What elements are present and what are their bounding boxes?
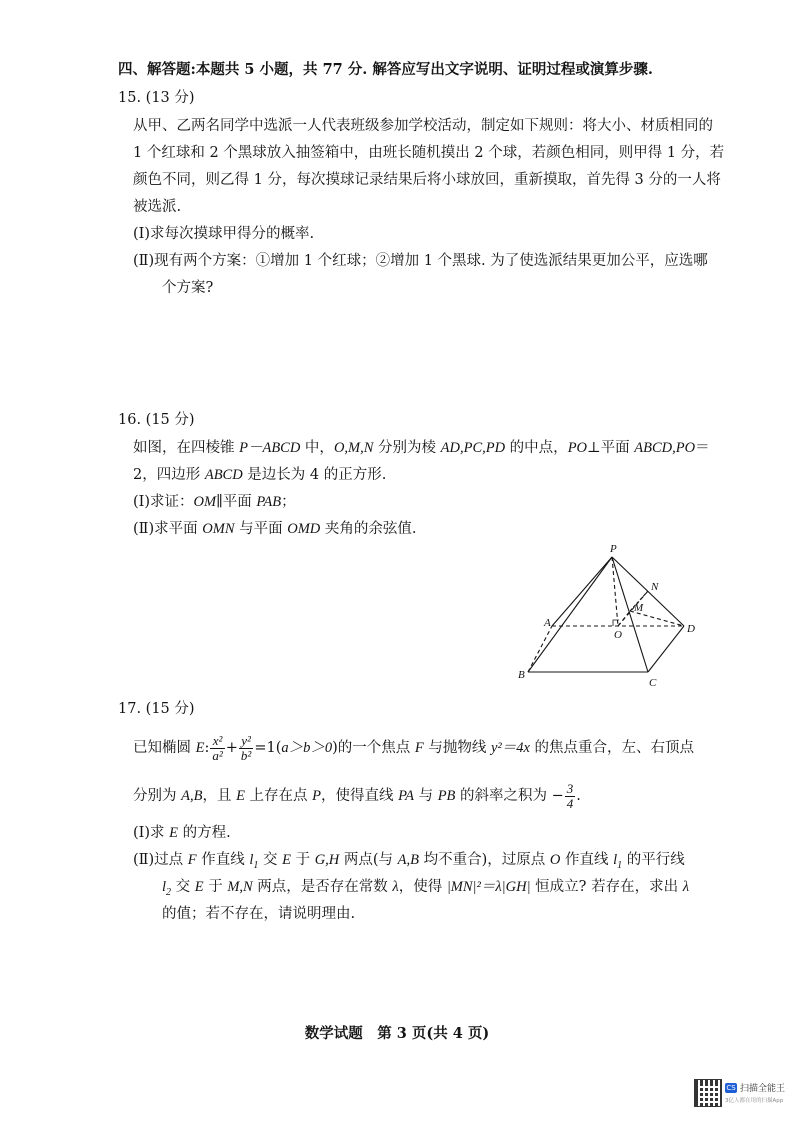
q17-line-2 — [133, 778, 581, 814]
q16-text: ＝ — [695, 440, 710, 456]
q17-ellipse: E — [169, 825, 179, 841]
q17-text: ，且 — [202, 788, 237, 804]
q17-text: 均不重合)，过原点 — [418, 852, 550, 868]
q17-text: 与抛物线 — [423, 740, 491, 756]
q17-text: 分别为 — [133, 788, 182, 804]
q17-lambda: λ — [392, 879, 399, 895]
q17-point-p: P — [312, 788, 321, 804]
q17-text: 与 — [413, 788, 438, 804]
q16-text: 夹角的余弦值. — [320, 521, 417, 537]
q16-text: (Ⅱ)求平面 — [133, 521, 203, 537]
q17-focus: F — [187, 852, 197, 868]
label-m: M — [634, 602, 644, 614]
label-n: N — [651, 581, 659, 593]
q17-number: 17. (15 分) — [118, 701, 195, 717]
q17-part-2-line-1 — [133, 850, 685, 876]
q17-text: 已知椭圆 — [133, 740, 196, 756]
q16-plane: ABCD,PO — [634, 440, 696, 456]
q16-text: 的中点， — [505, 440, 568, 456]
q15-line-4: 被选派. — [133, 199, 182, 215]
fraction-y2-b2 — [239, 734, 253, 763]
q15-line-2: 1 个红球和 2 个黑球放入抽签箱中，由班长随机摸出 2 个球，若颜色相同，则甲得 1 分，若 — [133, 145, 725, 161]
q15-part-2-line-2: 个方案? — [162, 280, 214, 296]
q17-text: =1( — [254, 740, 282, 756]
q17-text: 的方程. — [178, 825, 231, 841]
q15-line-3: 颜色不同，则乙得 1 分，每次摸球记录结果后将小球放回，重新摸取，首先得 3 分的一人将 — [133, 172, 721, 188]
q17-text: 的平行线 — [622, 852, 685, 868]
q16-number: 16. (15 分) — [118, 412, 195, 428]
q16-text: 与平面 — [234, 521, 288, 537]
q17-points-gh: G,H — [314, 852, 340, 868]
fraction-numerator: x² — [210, 734, 224, 749]
q17-line-1 — [133, 730, 694, 766]
q16-text: ⊥平面 — [587, 440, 635, 456]
fraction-denominator: a² — [212, 747, 223, 763]
q17-text: 作直线 — [560, 852, 614, 868]
q17-text: )的一个焦点 — [332, 740, 415, 756]
edge-pb — [528, 557, 612, 672]
q17-text: : — [204, 740, 210, 756]
q17-line-subscript: 1 — [253, 859, 259, 871]
q16-text: 分别为棱 — [373, 440, 441, 456]
edge-ab-hidden — [528, 626, 552, 672]
q17-ellipse-name: E — [195, 740, 205, 756]
q17-vertices: A,B — [181, 788, 203, 804]
q17-focus: F — [414, 740, 424, 756]
q17-text: 作直线 — [196, 852, 250, 868]
q17-lambda: λ — [682, 879, 689, 895]
q17-text: + — [225, 740, 238, 756]
q17-line-l1 — [613, 852, 623, 871]
q17-line-letter: l — [162, 879, 167, 895]
q16-points: O,M,N — [333, 440, 374, 456]
q16-plane-omn: OMN — [202, 521, 235, 537]
q16-text: ； — [281, 494, 296, 510]
q17-origin: O — [549, 852, 561, 868]
q17-parabola: y²＝4x — [490, 740, 530, 756]
q17-part-1 — [133, 823, 231, 843]
q17-condition: a＞b＞0 — [281, 740, 333, 756]
q17-text: 恒成立? 若存在，求出 — [530, 879, 683, 895]
q16-text: 是边长为 4 的正方形. — [242, 467, 387, 483]
q17-text: 交 — [258, 852, 283, 868]
q16-segment-om: OM — [193, 494, 217, 510]
fraction-numerator: 3 — [566, 780, 574, 796]
q15-number: 15. (13 分) — [118, 90, 195, 106]
q16-text: 如图，在四棱锥 — [133, 440, 240, 456]
q17-line-subscript: 1 — [617, 859, 623, 871]
q16-text: ∥平面 — [216, 494, 257, 510]
q16-pyramid-name: P－ABCD — [239, 440, 301, 456]
q16-part-1 — [133, 492, 296, 512]
edge-cd — [648, 626, 684, 672]
label-c: C — [649, 677, 657, 689]
page-footer: 数学试题 第 3 页(共 4 页) — [304, 1025, 490, 1042]
q16-text: 中， — [300, 440, 334, 456]
q17-ellipse: E — [282, 852, 291, 868]
q17-text: 两点，是否存在常数 — [252, 879, 393, 895]
q16-text: 2，四边形 — [133, 467, 205, 483]
fraction-numerator: y² — [239, 734, 253, 749]
q16-segment: PO — [567, 440, 588, 456]
q17-text: ，使得直线 — [321, 788, 399, 804]
q17-text: . — [576, 788, 581, 804]
segment-on — [618, 591, 648, 626]
q17-line-pb: PB — [437, 788, 456, 804]
qr-code-icon — [694, 1079, 722, 1107]
q17-line-letter: l — [249, 852, 254, 868]
scanner-app-name: 扫描全能王 — [740, 1084, 786, 1094]
q16-part-2 — [133, 519, 416, 539]
q15-line-1: 从甲、乙两名同学中选派一人代表班级参加学校活动，制定如下规则：将大小、材质相同的 — [133, 118, 713, 134]
q17-equation: |MN|²＝λ|GH| — [446, 879, 531, 895]
q17-text: (Ⅰ)求 — [133, 825, 170, 841]
q17-text: 的焦点重合，左、右顶点 — [529, 740, 695, 756]
q17-text: 于 — [203, 879, 228, 895]
edge-pa — [552, 557, 612, 626]
q16-line-2 — [133, 465, 386, 485]
label-p: P — [610, 543, 617, 555]
q15-part-1: (Ⅰ)求每次摸球甲得分的概率. — [133, 226, 315, 242]
fraction-denominator: b² — [240, 747, 252, 763]
q17-text: 交 — [171, 879, 195, 895]
q17-vertices: A,B — [397, 852, 419, 868]
fraction-denominator: 4 — [566, 795, 574, 811]
q16-line-1 — [133, 438, 710, 458]
q17-text: 于 — [290, 852, 315, 868]
q16-plane-omd: OMD — [287, 521, 321, 537]
label-d: D — [687, 623, 695, 635]
q17-points-mn: M,N — [227, 879, 253, 895]
fraction-x2-a2 — [210, 734, 224, 763]
q17-text: 的斜率之积为 − — [455, 788, 564, 804]
pyramid-figure — [510, 540, 710, 690]
scanner-watermark — [694, 1079, 784, 1109]
q17-text: ，使得 — [398, 879, 447, 895]
scanner-tagline: 3亿人都在用的扫描App — [725, 1098, 784, 1104]
q17-ellipse: E — [236, 788, 245, 804]
section-header: 四、解答题:本题共 5 小题，共 77 分. 解答应写出文字说明、证明过程或演算步骤. — [118, 61, 653, 78]
q17-line-l2 — [162, 879, 172, 898]
q17-part-2-line-2 — [162, 877, 689, 903]
q16-text: (Ⅰ)求证： — [133, 494, 194, 510]
q17-part-2-line-3: 的值；若不存在，请说明理由. — [162, 906, 356, 922]
q17-ellipse: E — [194, 879, 204, 895]
q16-plane-pab: PAB — [256, 494, 282, 510]
label-b: B — [518, 669, 525, 681]
fraction-3-4 — [565, 782, 576, 811]
q16-edges: AD,PC,PD — [440, 440, 506, 456]
q17-text: (Ⅱ)过点 — [133, 852, 188, 868]
label-a: A — [544, 617, 551, 629]
q16-square-name: ABCD — [204, 467, 243, 483]
q15-part-2-line-1: (Ⅱ)现有两个方案：①增加 1 个红球；②增加 1 个黑球. 为了使选派结果更加公平，应选哪 — [133, 253, 708, 269]
q17-line-subscript: 2 — [166, 886, 172, 898]
q17-line-letter: l — [613, 852, 618, 868]
camscanner-logo-icon: CS — [726, 1084, 736, 1092]
q17-line-pa: PA — [398, 788, 414, 804]
q17-text: 两点(与 — [339, 852, 398, 868]
label-o: O — [614, 629, 622, 641]
q17-text: 上存在点 — [244, 788, 313, 804]
